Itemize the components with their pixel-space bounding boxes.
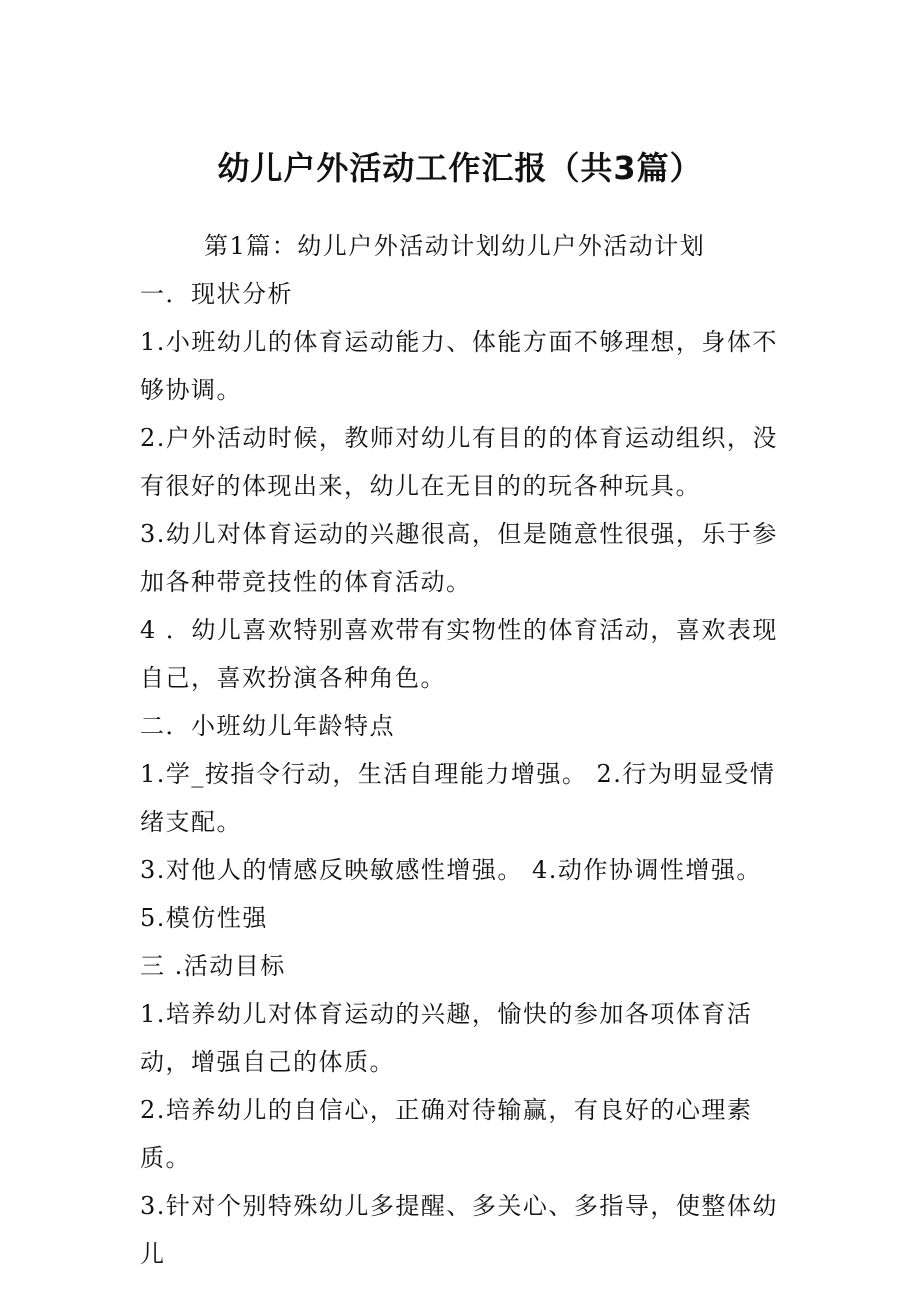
paragraph: 3.针对个别特殊幼儿多提醒、多关心、多指导，使整体幼儿 — [140, 1192, 778, 1268]
paragraph: 2.培养幼儿的自信心，正确对待输赢，有良好的心理素质。 — [140, 1096, 753, 1172]
paragraph: 1.学_按指令行动，生活自理能力增强。 2.行为明显受情绪支配。 — [140, 760, 776, 836]
document-title: 幼儿户外活动工作汇报（共3篇） — [217, 149, 703, 187]
heading-current-analysis: 一．现状分析 — [140, 280, 293, 308]
paragraph: 2.户外活动时候，教师对幼儿有目的的体育运动组织，没有很好的体现出来，幼儿在无目的的玩各种玩具。 — [140, 424, 778, 500]
paragraph: 3.幼儿对体育运动的兴趣很高，但是随意性很强，乐于参加各种带竞技性的体育活动。 — [140, 520, 778, 596]
paragraph: 1.培养幼儿对体育运动的兴趣，愉快的参加各项体育活动，增强自己的体质。 — [140, 1000, 753, 1076]
document-body — [140, 222, 790, 1278]
paragraph: 4 ．幼儿喜欢特别喜欢带有实物性的体育活动，喜欢表现自己，喜欢扮演各种角色。 — [140, 616, 778, 692]
heading-activity-goals: 三 .活动目标 — [140, 952, 286, 980]
section-subtitle: 第1篇：幼儿户外活动计划幼儿户外活动计划 — [204, 232, 706, 260]
paragraph: 3.对他人的情感反映敏感性增强。 4.动作协调性增强。 5.模仿性强 — [140, 856, 762, 932]
paragraph: 1.小班幼儿的体育运动能力、体能方面不够理想，身体不够协调。 — [140, 328, 778, 404]
heading-age-characteristics: 二．小班幼儿年龄特点 — [140, 712, 395, 740]
